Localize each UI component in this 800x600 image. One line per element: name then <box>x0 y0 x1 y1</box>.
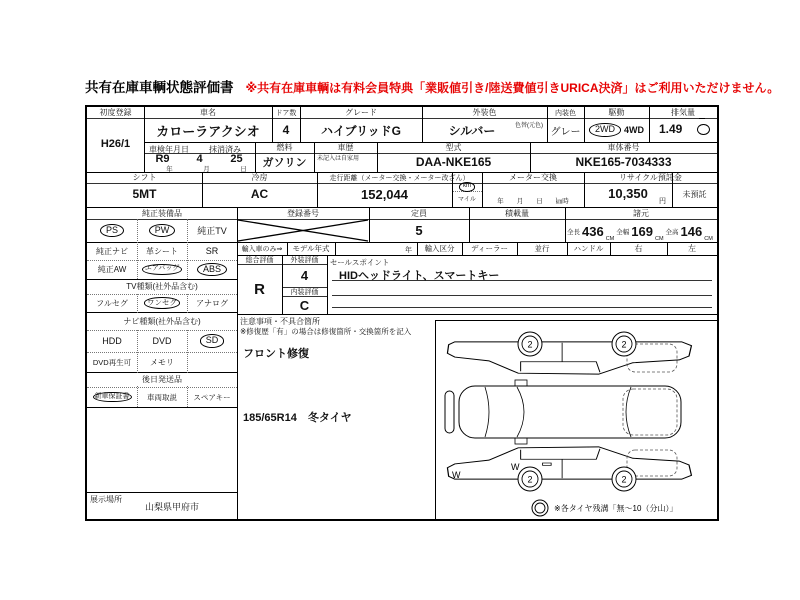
equip-leather: 革シート <box>146 246 178 256</box>
svg-text:2: 2 <box>621 474 627 485</box>
inspection-day: 25 <box>230 153 243 165</box>
handle-right: 右 <box>634 244 643 253</box>
sheet-title: 共有在庫車輌状態評価書 <box>85 80 234 95</box>
equip-aw: 純正AW <box>97 265 127 274</box>
grade-label: グレード <box>345 108 377 117</box>
unit-month: 月 <box>203 165 210 173</box>
sheet-table <box>85 105 719 521</box>
tv-fullseg: フルセグ <box>96 298 128 308</box>
history-note: 未記入は自家用 <box>317 156 360 162</box>
exterior-color-value: シルバー <box>448 123 496 138</box>
notes-subnote: ※修復歴「有」の場合は修復箇所・交換箇所を記入 <box>240 327 412 336</box>
sales-point-label: セールスポイント <box>330 258 390 267</box>
drive-2wd-selected: 2WD <box>589 123 621 136</box>
tread-legend-icon <box>532 500 548 516</box>
drive-4wd: 4WD <box>624 125 644 135</box>
recycle-unit: 円 <box>659 198 666 205</box>
location-label: 展示場所 <box>90 495 122 504</box>
inspection-era: R9 <box>155 153 170 165</box>
grid-line <box>332 307 712 308</box>
displacement-value: 1.49 <box>659 122 683 136</box>
tv-oneseg: ワンセグ <box>144 297 180 308</box>
exterior-color-label: 外装色 <box>472 108 497 117</box>
registration-label: 登録番号 <box>287 208 319 218</box>
tv-type-header: TV種類(社外品含む) <box>88 280 236 293</box>
first-reg-value: H26/1 <box>100 138 131 150</box>
recycle-value: 10,350 <box>608 185 648 201</box>
grid-line <box>87 492 237 493</box>
plan-view-dashed-panel <box>623 389 677 435</box>
recycle-status: 未預託 <box>682 189 707 199</box>
navi-type-header: ナビ種類(社外品含む) <box>88 313 236 329</box>
import-division-label: 輸入区分 <box>424 244 455 253</box>
height-unit: CM <box>704 236 713 242</box>
load-label: 積載量 <box>505 208 529 218</box>
interior-eval-value: C <box>299 297 310 313</box>
ship-warranty: 新車保証書 <box>93 392 132 403</box>
grid-line <box>327 255 328 314</box>
first-reg-label: 初度登録 <box>99 108 132 117</box>
equip-abs: ABS <box>197 263 227 276</box>
model-code-label: 型式 <box>445 143 462 152</box>
equip-sr: SR <box>205 246 219 256</box>
interior-color-label: 内装色 <box>555 109 576 117</box>
inspection-date-label: 車検年月日 <box>149 145 189 154</box>
drive-label: 駆動 <box>608 108 625 117</box>
grid-line <box>237 314 717 315</box>
displacement-unit-circle <box>697 124 710 135</box>
displacement-label: 排気量 <box>671 108 695 117</box>
capacity-value: 5 <box>415 222 423 238</box>
interior-eval-label: 内装評価 <box>290 288 319 296</box>
displacement-unit-dash <box>699 118 705 119</box>
equip-pw: PW <box>149 224 176 237</box>
dealer-label: ディーラー <box>471 244 508 253</box>
navi-hdd: HDD <box>102 336 122 346</box>
sales-point-text: HIDヘッドライト、スマートキー <box>339 270 500 282</box>
mileage-unit-km: km <box>459 182 475 192</box>
equipment-header: 純正装備品 <box>142 208 182 218</box>
grid-line <box>335 242 336 255</box>
equip-navi: 純正ナビ <box>96 246 128 256</box>
ship-manual: 車両取説 <box>147 392 177 402</box>
capacity-label: 定員 <box>411 208 427 218</box>
width-value: 169 <box>631 223 653 239</box>
navi-sd: SD <box>200 334 225 347</box>
exterior-eval-value: 4 <box>300 268 309 283</box>
equip-tv: 純正TV <box>197 226 227 236</box>
erased-label: 抹消済み <box>209 145 241 154</box>
svg-text:2: 2 <box>621 339 627 350</box>
shift-label: シフト <box>132 173 157 182</box>
tread-rear-left <box>612 467 636 491</box>
height-label: 全高 <box>665 228 679 236</box>
length-label: 全長 <box>567 228 580 236</box>
unit-year: 年 <box>166 165 173 173</box>
width-unit: CM <box>654 236 664 242</box>
recycle-label: リサイクル預託金 <box>619 173 682 182</box>
navi-memory: メモリ <box>150 357 174 367</box>
navi-dvd-play: DVD再生可 <box>92 357 132 367</box>
tread-front-right <box>518 332 542 356</box>
import-only-label: 輸入車のみ⇒ <box>241 245 283 253</box>
side-view-dashed-panel <box>627 450 677 476</box>
ac-value: AC <box>250 187 269 201</box>
tread-rear-right <box>612 332 636 356</box>
interior-color-value: グレー <box>550 126 581 138</box>
spec-label: 諸元 <box>633 208 649 218</box>
notes-header: 注意事項・不具合箇所 <box>240 317 320 326</box>
model-year-label: モデル年式 <box>292 244 330 253</box>
grid-line <box>332 295 712 296</box>
tire-note: 185/65R14 冬タイヤ <box>243 412 352 424</box>
svg-text:2: 2 <box>527 474 533 485</box>
vin-label: 車体番号 <box>607 143 640 152</box>
mileage-label: 走行距離（メーター交換・メーター改ざん） <box>329 174 470 182</box>
mileage-value: 152,044 <box>361 186 408 202</box>
overall-eval-label: 総合評価 <box>245 256 274 264</box>
vin-value: NKE165-7034333 <box>575 155 672 169</box>
fuel-value: ガソリン <box>262 157 307 169</box>
handle-left: 左 <box>688 244 696 253</box>
tv-analog: アナログ <box>196 298 228 308</box>
tread-legend-text: ※各タイヤ残溝「無～10（分山）」 <box>554 504 678 513</box>
meter-exchange-units: 年 月 日 ㎞時 <box>497 197 569 205</box>
repair-note: フロント修復 <box>243 348 309 360</box>
mileage-unit-mile: マイル <box>458 196 476 203</box>
tread-front-left <box>518 467 542 491</box>
ship-spare-key: スペアキー <box>193 392 231 402</box>
equip-airbag: エアバッグ <box>142 264 182 275</box>
model-code-value: DAA-NKE165 <box>415 155 492 169</box>
unit-day: 日 <box>240 165 247 173</box>
color-change-note: 色替(元色) <box>515 123 543 129</box>
history-label: 車歴 <box>337 143 354 152</box>
doors-label: ドア数 <box>275 109 297 117</box>
exterior-eval-label: 外装評価 <box>290 256 319 264</box>
navi-dvd: DVD <box>152 336 172 346</box>
registration-crossed-out <box>237 219 369 242</box>
overall-eval-value: R <box>254 280 265 298</box>
car-name-label: 車名 <box>200 108 216 117</box>
parallel-label: 並行 <box>534 244 550 253</box>
handle-label: ハンドル <box>573 244 604 253</box>
equip-ps: PS <box>100 224 124 237</box>
warning-note: ※共有在庫車輌は有料会員特典「業販値引き/陸送費値引きURICA決済」はご利用いただけません。 <box>245 81 780 95</box>
car-damage-diagram <box>435 320 717 519</box>
ac-label: 冷房 <box>251 173 268 182</box>
inspection-month: 4 <box>196 153 203 165</box>
meter-exchange-label: メーター交換 <box>509 173 557 182</box>
shift-value: 5MT <box>132 187 157 201</box>
ship-later-header: 後日発送品 <box>88 373 236 386</box>
width-label: 全幅 <box>616 228 630 236</box>
model-year-unit: 年 <box>405 247 412 254</box>
doors-value: 4 <box>282 123 290 137</box>
grid-line <box>87 407 237 408</box>
height-value: 146 <box>680 223 703 239</box>
car-name-value: カローラアクシオ <box>156 123 260 139</box>
fuel-label: 燃料 <box>276 143 293 152</box>
length-unit: CM <box>605 236 615 242</box>
sheet-header <box>85 76 779 96</box>
damage-mark-door: W <box>511 462 520 472</box>
damage-mark-bumper: W <box>452 470 461 480</box>
grade-value: ハイブリッドG <box>320 123 401 138</box>
length-value: 436 <box>582 223 604 239</box>
svg-text:2: 2 <box>527 339 533 350</box>
location-value: 山梨県甲府市 <box>144 501 199 512</box>
